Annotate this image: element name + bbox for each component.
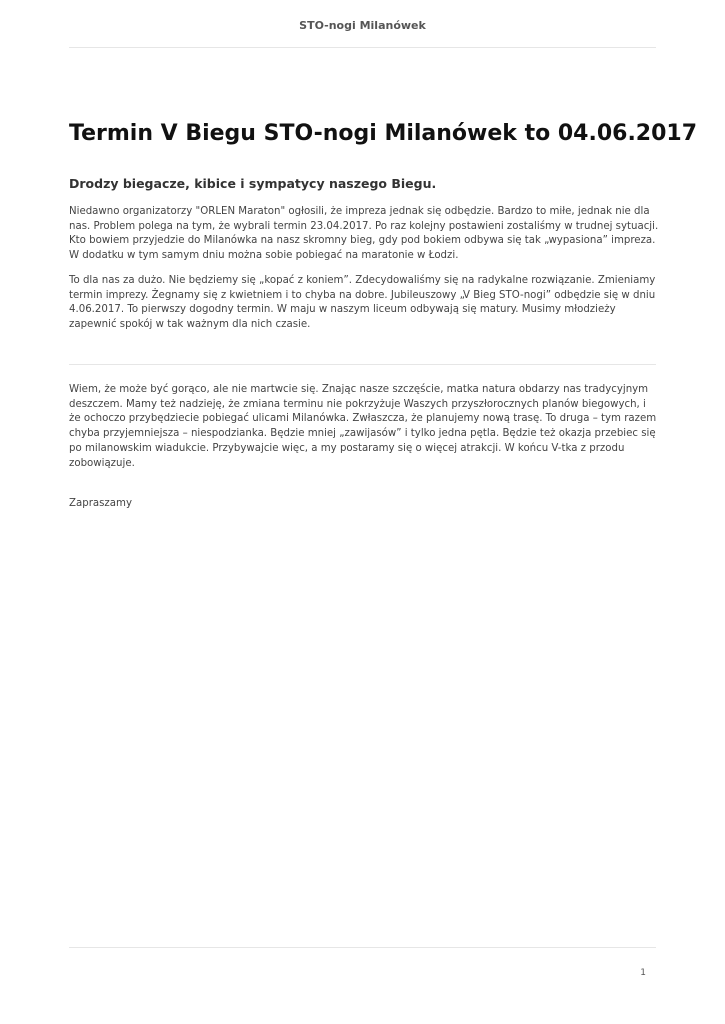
article-paragraph: To dla nas za dużo. Nie będziemy się „kopać z koniem”. Zdecydowaliśmy się na radykalne rozwiązanie. Zmieniamy termin imprezy. Żegnamy się z kwietniem i to chyba na dobre. Jubileuszowy „V Bieg STO-nogi” odbędzie się w dniu 4.06.2017. To pierwszy dogodny termin. W maju w naszym liceum odbywają się matury. Musimy młodzieży zapewnić spokój w tak ważnym dla nich czasie. — [69, 275, 656, 331]
article-subtitle: Drodzy biegacze, kibice i sympatycy naszego Biegu. — [69, 176, 437, 191]
article-title: Termin V Biegu STO-nogi Milanówek to 04.06.2017 — [69, 121, 698, 146]
header-divider — [69, 47, 656, 48]
closing-line: Zapraszamy — [69, 498, 132, 509]
footer-divider — [69, 947, 656, 948]
article-paragraph: Wiem, że może być gorąco, ale nie martwcie się. Znając nasze szczęście, matka natura obdarzy nas tradycyjnym deszczem. Mamy też nadzieję, że zmiana terminu nie pokrzyżuje Waszych przyszłorocznych planów biegowych, i że ochoczo przybędziecie pobiegać ulicami Milanówka. Zwłaszcza, że planujemy nową trasę. To druga – tym razem chyba przyjemniejsza – niespodzianka. Będzie mniej „zawijasów” i tylko jedna pętla. Będzie też okazja przebiec się po milanowskim wiadukcie. Przybywajcie więc, a my postaramy się o więcej atrakcji. W końcu V-tka z przodu zobowiązuje. — [69, 384, 657, 469]
page-number: 1 — [640, 968, 646, 978]
site-title: STO-nogi Milanówek — [299, 19, 426, 32]
section-divider — [69, 364, 656, 365]
article-paragraph: Niedawno organizatorzy "ORLEN Maraton" ogłosili, że impreza jednak się odbędzie. Bardzo to miłe, jednak nie dla nas. Problem polega na tym, że wybrali termin 23.04.2017. Po raz kolejny postawieni zostaliśmy w trudnej sytuacji. Kto bowiem przyjedzie do Milanówka na nasz skromny bieg, gdy pod bokiem odbywa się tak „wypasiona” impreza. W dodatku w tym samym dniu można sobie pobiegać na maratonie w Łodzi. — [69, 206, 659, 262]
page-header — [0, 0, 725, 48]
